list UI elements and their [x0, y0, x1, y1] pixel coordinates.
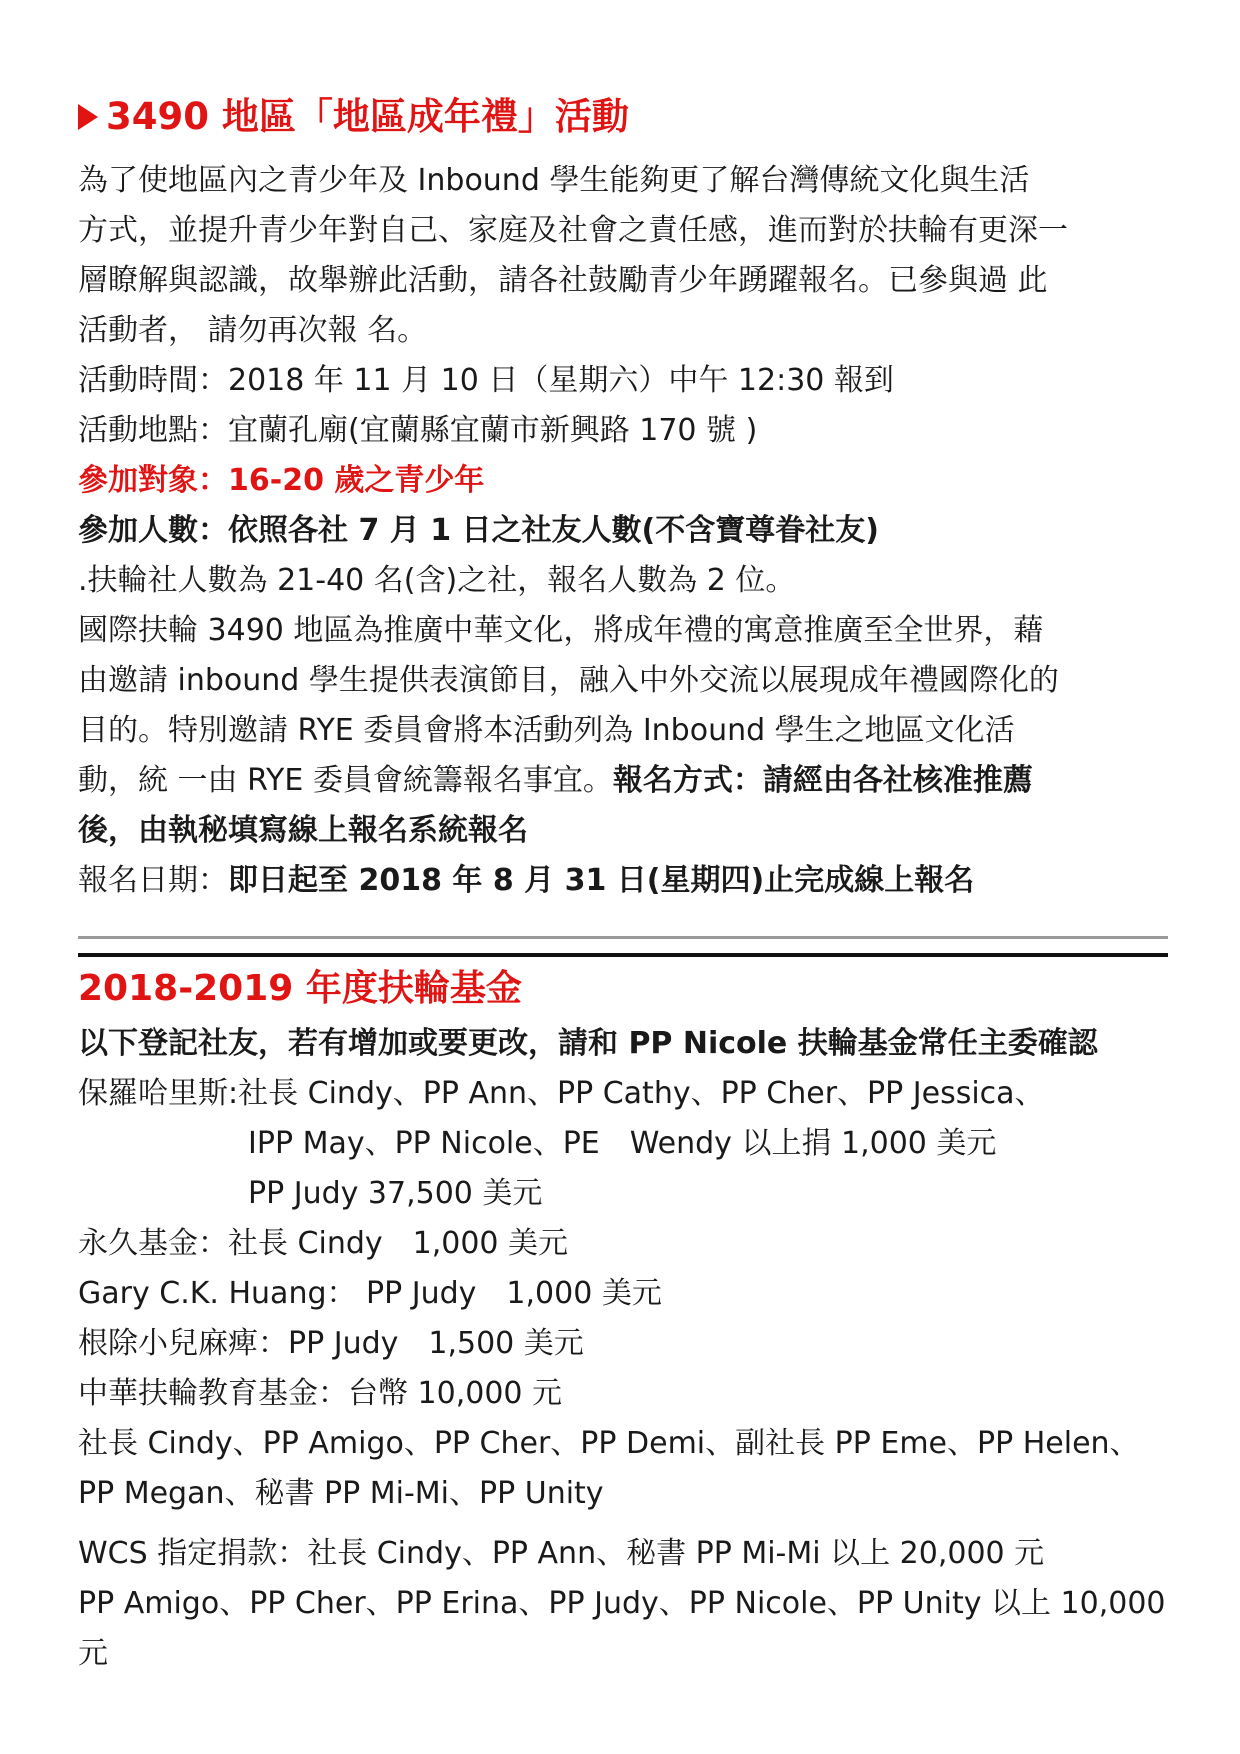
description-line: 國際扶輪 3490 地區為推廣中華文化，將成年禮的寓意推廣至全世界，藉	[78, 613, 1044, 648]
wcs-donation-line: WCS 指定捐款：社長 Cindy、PP Ann、秘書 PP Mi-Mi 以上 20,000 元	[78, 1536, 1045, 1571]
education-members-line: PP Megan、秘書 PP Mi-Mi、PP Unity	[78, 1476, 604, 1511]
registration-method: 報名方式：請經由各社核准推薦	[612, 763, 1033, 798]
event-place: 活動地點：宜蘭孔廟(宜蘭縣宜蘭市新興路 170 號 )	[78, 413, 758, 448]
paul-harris-line: 保羅哈里斯:社長 Cindy、PP Ann、PP Cathy、PP Cher、PP Jessica、	[78, 1076, 1045, 1111]
foundation-notice: 以下登記社友，若有增加或要更改，請和 PP Nicole 扶輪基金常任主委確認	[78, 1026, 1098, 1061]
registration-method-cont: 後，由執秘填寫線上報名系統報名	[78, 813, 528, 848]
section-title-coming-of-age	[78, 92, 1168, 142]
education-members-line: 社長 Cindy、PP Amigo、PP Cher、PP Demi、副社長 PP Eme、PP Helen、	[78, 1426, 1140, 1461]
intro-line: 層瞭解與認識，故舉辦此活動，請各社鼓勵青少年踴躍報名。已參與過 此	[78, 263, 1048, 298]
arrow-bullet-icon	[78, 104, 98, 130]
intro-line: 為了使地區內之青少年及 Inbound 學生能夠更了解台灣傳統文化與生活	[78, 163, 1030, 198]
description-line: 目的。特別邀請 RYE 委員會將本活動列為 Inbound 學生之地區文化活	[78, 713, 1015, 748]
description-line	[78, 756, 1168, 806]
education-fund: 中華扶輪教育基金：台幣 10,000 元	[78, 1376, 563, 1411]
divider-gray	[78, 936, 1168, 939]
polio-fund: 根除小兒麻痺：PP Judy 1,500 美元	[78, 1326, 584, 1361]
description-line: 由邀請 inbound 學生提供表演節目，融入中外交流以展現成年禮國際化的	[78, 663, 1059, 698]
event-target: 參加對象：16-20 歲之青少年	[78, 463, 485, 498]
registration-date	[78, 856, 1168, 906]
event-count: 參加人數：依照各社 7 月 1 日之社友人數(不含寶尊眷社友)	[78, 513, 879, 548]
intro-line: 活動者， 請勿再次報 名。	[78, 313, 428, 348]
permanent-fund: 永久基金：社長 Cindy 1,000 美元	[78, 1226, 569, 1261]
section-title-text: 3490 地區「地區成年禮」活動	[106, 95, 629, 138]
gary-huang-fund: Gary C.K. Huang： PP Judy 1,000 美元	[78, 1276, 662, 1311]
paul-harris-line: PP Judy 37,500 美元	[248, 1176, 543, 1211]
paul-harris-line: IPP May、PP Nicole、PE Wendy 以上捐 1,000 美元	[248, 1126, 997, 1161]
spacer	[78, 1519, 1168, 1529]
registration-date-value: 即日起至 2018 年 8 月 31 日(星期四)止完成線上報名	[228, 863, 975, 898]
registration-date-label: 報名日期：	[78, 863, 228, 898]
event-count-detail: .扶輪社人數為 21-40 名(含)之社，報名人數為 2 位。	[78, 563, 796, 598]
event-time: 活動時間：2018 年 11 月 10 日（星期六）中午 12:30 報到	[78, 363, 894, 398]
divider-black	[78, 953, 1168, 957]
description-text: 動，統 一由 RYE 委員會統籌報名事宜。	[78, 763, 613, 798]
intro-line: 方式，並提升青少年對自己、家庭及社會之責任感，進而對於扶輪有更深一	[78, 213, 1068, 248]
wcs-donation-line: PP Amigo、PP Cher、PP Erina、PP Judy、PP Nicole、PP Unity 以上 10,000 元	[78, 1586, 1166, 1671]
section-title-rotary-foundation: 2018-2019 年度扶輪基金	[78, 968, 522, 1009]
document-content	[78, 92, 1168, 1679]
